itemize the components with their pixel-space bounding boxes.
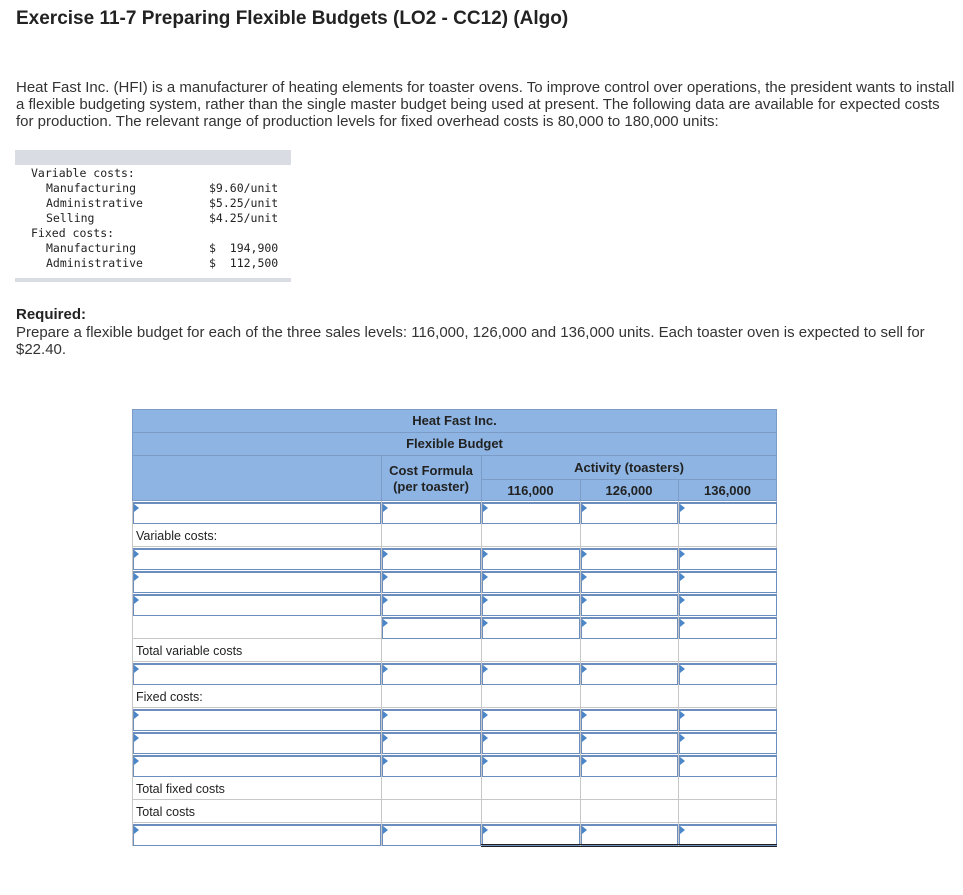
budget-input-label[interactable] xyxy=(133,824,381,846)
cost-data-box xyxy=(15,150,291,282)
dropdown-marker-icon xyxy=(134,665,139,673)
budget-input-cost-formula[interactable] xyxy=(382,824,481,846)
variable-item-label: Manufacturing xyxy=(46,181,137,195)
budget-input-label[interactable] xyxy=(133,502,381,524)
exercise-title: Exercise 11-7 Preparing Flexible Budgets (LO2 - CC12) (Algo) xyxy=(16,8,569,29)
budget-input-field[interactable] xyxy=(134,504,380,523)
budget-input-amount-126000[interactable] xyxy=(581,709,678,731)
budget-input-amount-126000[interactable] xyxy=(581,571,678,593)
budget-input-label[interactable] xyxy=(133,594,381,616)
flexible-budget-table xyxy=(132,409,777,846)
budget-input-amount-116000[interactable] xyxy=(482,732,580,754)
budget-input-field[interactable] xyxy=(134,596,380,615)
budget-input-field[interactable] xyxy=(383,596,480,615)
budget-input-field[interactable] xyxy=(582,711,677,730)
budget-input-cost-formula[interactable] xyxy=(382,755,481,777)
dropdown-marker-icon xyxy=(582,734,587,742)
budget-input-amount-136000[interactable] xyxy=(679,571,777,593)
budget-input-amount-136000[interactable] xyxy=(679,663,777,685)
budget-input-amount-116000[interactable] xyxy=(482,594,580,616)
dropdown-marker-icon xyxy=(134,757,139,765)
dropdown-marker-icon xyxy=(134,504,139,512)
budget-input-amount-126000[interactable] xyxy=(581,594,678,616)
dropdown-marker-icon xyxy=(383,619,388,627)
budget-input-label[interactable] xyxy=(133,755,381,777)
variable-item-label: Administrative xyxy=(46,196,143,210)
dropdown-marker-icon xyxy=(383,550,388,558)
double-underline xyxy=(580,844,678,847)
dropdown-marker-icon xyxy=(582,573,587,581)
fixed-item-label: Administrative xyxy=(46,256,143,270)
budget-input-field[interactable] xyxy=(483,757,579,776)
cost-formula-subheader: (per toaster) xyxy=(393,479,469,494)
grid-line xyxy=(132,546,777,547)
budget-input-cost-formula[interactable] xyxy=(382,709,481,731)
budget-input-field[interactable] xyxy=(582,619,677,638)
fixed-item-label: Manufacturing xyxy=(46,241,137,255)
dropdown-marker-icon xyxy=(383,573,388,581)
budget-input-amount-116000[interactable] xyxy=(482,502,580,524)
activity-header: Activity (toasters) xyxy=(574,460,684,475)
total-fixed-costs-label: Total fixed costs xyxy=(136,782,225,796)
data-box-bottom-bar xyxy=(15,278,291,282)
budget-input-field[interactable] xyxy=(383,711,480,730)
budget-input-field[interactable] xyxy=(483,734,579,753)
budget-input-amount-116000[interactable] xyxy=(482,617,580,639)
dropdown-marker-icon xyxy=(483,504,488,512)
dropdown-marker-icon xyxy=(383,504,388,512)
budget-input-field[interactable] xyxy=(680,504,776,523)
budget-input-field[interactable] xyxy=(483,665,579,684)
dropdown-marker-icon xyxy=(680,757,685,765)
budget-input-cost-formula[interactable] xyxy=(382,663,481,685)
budget-input-field[interactable] xyxy=(680,550,776,569)
budget-input-field[interactable] xyxy=(483,596,579,615)
budget-input-amount-136000[interactable] xyxy=(679,709,777,731)
dropdown-marker-icon xyxy=(680,734,685,742)
dropdown-marker-icon xyxy=(680,596,685,604)
dropdown-marker-icon xyxy=(582,665,587,673)
budget-input-amount-136000[interactable] xyxy=(679,824,777,846)
required-text: Prepare a flexible budget for each of the three sales levels: 116,000, 126,000 and 136,000 units. Each toaster oven is expected to sell for $22.40. xyxy=(16,324,925,358)
variable-item-value: $4.25/unit xyxy=(209,211,279,225)
budget-input-field[interactable] xyxy=(134,550,380,569)
budget-input-amount-126000[interactable] xyxy=(581,732,678,754)
budget-input-label[interactable] xyxy=(133,571,381,593)
variable-item-value: $5.25/unit xyxy=(209,196,279,210)
budget-input-amount-126000[interactable] xyxy=(581,502,678,524)
budget-input-field[interactable] xyxy=(134,665,380,684)
budget-input-amount-126000[interactable] xyxy=(581,755,678,777)
budget-input-field[interactable] xyxy=(483,504,579,523)
cost-formula-header: Cost Formula xyxy=(389,463,473,478)
activity-level-126000: 126,000 xyxy=(605,483,653,498)
budget-input-field[interactable] xyxy=(383,757,480,776)
budget-input-field[interactable] xyxy=(383,550,480,569)
budget-input-field[interactable] xyxy=(680,757,776,776)
fixed-costs-label: Fixed costs: xyxy=(136,690,203,704)
budget-input-amount-136000[interactable] xyxy=(679,594,777,616)
budget-input-field[interactable] xyxy=(680,734,776,753)
budget-input-field[interactable] xyxy=(680,826,776,845)
dropdown-marker-icon xyxy=(134,711,139,719)
budget-input-field[interactable] xyxy=(582,826,677,845)
dropdown-marker-icon xyxy=(680,504,685,512)
budget-input-amount-116000[interactable] xyxy=(482,548,580,570)
budget-input-label[interactable] xyxy=(133,709,381,731)
data-box-top-bar xyxy=(15,150,291,165)
budget-input-field[interactable] xyxy=(134,757,380,776)
budget-input-field[interactable] xyxy=(483,550,579,569)
variable-costs-heading: Variable costs: xyxy=(31,166,135,180)
budget-input-field[interactable] xyxy=(383,619,480,638)
total-variable-costs-label: Total variable costs xyxy=(136,644,243,658)
activity-level-116000: 116,000 xyxy=(507,483,554,498)
budget-input-cost-formula[interactable] xyxy=(382,548,481,570)
company-name: Heat Fast Inc. xyxy=(412,413,497,428)
budget-input-cost-formula[interactable] xyxy=(382,571,481,593)
budget-input-amount-116000[interactable] xyxy=(482,571,580,593)
report-name: Flexible Budget xyxy=(406,436,503,451)
dropdown-marker-icon xyxy=(680,826,685,834)
dropdown-marker-icon xyxy=(483,619,488,627)
budget-input-field[interactable] xyxy=(680,665,776,684)
dropdown-marker-icon xyxy=(134,734,139,742)
dropdown-marker-icon xyxy=(134,596,139,604)
dropdown-marker-icon xyxy=(483,573,488,581)
budget-input-field[interactable] xyxy=(582,757,677,776)
budget-input-amount-136000[interactable] xyxy=(679,755,777,777)
budget-input-amount-126000[interactable] xyxy=(581,663,678,685)
budget-input-field[interactable] xyxy=(383,734,480,753)
dropdown-marker-icon xyxy=(383,826,388,834)
dropdown-marker-icon xyxy=(680,619,685,627)
budget-input-amount-116000[interactable] xyxy=(482,824,580,846)
budget-input-field[interactable] xyxy=(582,550,677,569)
dropdown-marker-icon xyxy=(680,665,685,673)
budget-input-field[interactable] xyxy=(383,665,480,684)
required-heading: Required: xyxy=(16,306,87,323)
dropdown-marker-icon xyxy=(134,550,139,558)
dropdown-marker-icon xyxy=(483,757,488,765)
dropdown-marker-icon xyxy=(134,573,139,581)
budget-input-field[interactable] xyxy=(582,596,677,615)
dropdown-marker-icon xyxy=(383,665,388,673)
budget-input-amount-116000[interactable] xyxy=(482,709,580,731)
budget-input-field[interactable] xyxy=(582,665,677,684)
budget-input-amount-126000[interactable] xyxy=(581,548,678,570)
budget-input-amount-126000[interactable] xyxy=(581,824,678,846)
fixed-costs-heading: Fixed costs: xyxy=(31,226,115,240)
dropdown-marker-icon xyxy=(483,550,488,558)
variable-item-label: Selling xyxy=(46,211,95,225)
grid-line xyxy=(132,661,777,662)
dropdown-marker-icon xyxy=(582,619,587,627)
budget-input-field[interactable] xyxy=(582,573,677,592)
dropdown-marker-icon xyxy=(582,826,587,834)
double-underline xyxy=(678,844,777,847)
budget-input-field[interactable] xyxy=(134,573,380,592)
dropdown-marker-icon xyxy=(483,711,488,719)
double-underline xyxy=(481,844,580,847)
variable-costs-label: Variable costs: xyxy=(136,529,218,543)
budget-input-field[interactable] xyxy=(483,619,579,638)
budget-input-field[interactable] xyxy=(680,596,776,615)
grid-line xyxy=(132,707,777,708)
budget-input-cost-formula[interactable] xyxy=(382,732,481,754)
budget-input-field[interactable] xyxy=(680,573,776,592)
dropdown-marker-icon xyxy=(483,665,488,673)
budget-input-field[interactable] xyxy=(582,504,677,523)
budget-input-field[interactable] xyxy=(483,826,579,845)
budget-input-field[interactable] xyxy=(582,734,677,753)
budget-input-amount-136000[interactable] xyxy=(679,617,777,639)
budget-input-label[interactable] xyxy=(133,663,381,685)
budget-input-field[interactable] xyxy=(383,504,480,523)
budget-input-amount-126000[interactable] xyxy=(581,617,678,639)
dropdown-marker-icon xyxy=(582,504,587,512)
dropdown-marker-icon xyxy=(134,826,139,834)
dropdown-marker-icon xyxy=(483,826,488,834)
budget-input-cost-formula[interactable] xyxy=(382,594,481,616)
budget-input-field[interactable] xyxy=(483,573,579,592)
dropdown-marker-icon xyxy=(383,596,388,604)
dropdown-marker-icon xyxy=(383,757,388,765)
dropdown-marker-icon xyxy=(483,596,488,604)
dropdown-marker-icon xyxy=(582,757,587,765)
budget-input-field[interactable] xyxy=(383,826,480,845)
budget-input-label[interactable] xyxy=(133,548,381,570)
dropdown-marker-icon xyxy=(680,711,685,719)
dropdown-marker-icon xyxy=(582,711,587,719)
fixed-item-value: $ 194,900 xyxy=(209,241,279,255)
budget-input-field[interactable] xyxy=(383,573,480,592)
dropdown-marker-icon xyxy=(582,596,587,604)
activity-level-136000: 136,000 xyxy=(704,483,751,498)
budget-input-field[interactable] xyxy=(134,734,380,753)
variable-item-value: $9.60/unit xyxy=(209,181,279,195)
grid-line xyxy=(132,822,777,823)
budget-input-field[interactable] xyxy=(680,619,776,638)
fixed-item-value: $ 112,500 xyxy=(209,256,279,270)
dropdown-marker-icon xyxy=(582,550,587,558)
budget-input-cost-formula[interactable] xyxy=(382,617,481,639)
grid-line xyxy=(132,799,777,800)
budget-input-field[interactable] xyxy=(483,711,579,730)
budget-input-amount-116000[interactable] xyxy=(482,663,580,685)
dropdown-marker-icon xyxy=(680,573,685,581)
budget-input-label[interactable] xyxy=(133,732,381,754)
budget-input-amount-136000[interactable] xyxy=(679,548,777,570)
budget-input-field[interactable] xyxy=(134,826,380,845)
budget-input-field[interactable] xyxy=(134,711,380,730)
budget-input-amount-136000[interactable] xyxy=(679,502,777,524)
budget-input-amount-136000[interactable] xyxy=(679,732,777,754)
dropdown-marker-icon xyxy=(383,734,388,742)
budget-input-field[interactable] xyxy=(680,711,776,730)
dropdown-marker-icon xyxy=(680,550,685,558)
intro-paragraph: Heat Fast Inc. (HFI) is a manufacturer of heating elements for toaster ovens. To improve control over operations, the president wants to install a flexible budgeting system, rather than the single master budget being used at present. The following data are available for expected costs for production. The relevant range of production levels for fixed overhead costs is 80,000 to 180,000 units: xyxy=(16,79,955,130)
total-costs-label: Total costs xyxy=(136,805,196,819)
budget-input-cost-formula[interactable] xyxy=(382,502,481,524)
budget-input-amount-116000[interactable] xyxy=(482,755,580,777)
dropdown-marker-icon xyxy=(483,734,488,742)
dropdown-marker-icon xyxy=(383,711,388,719)
